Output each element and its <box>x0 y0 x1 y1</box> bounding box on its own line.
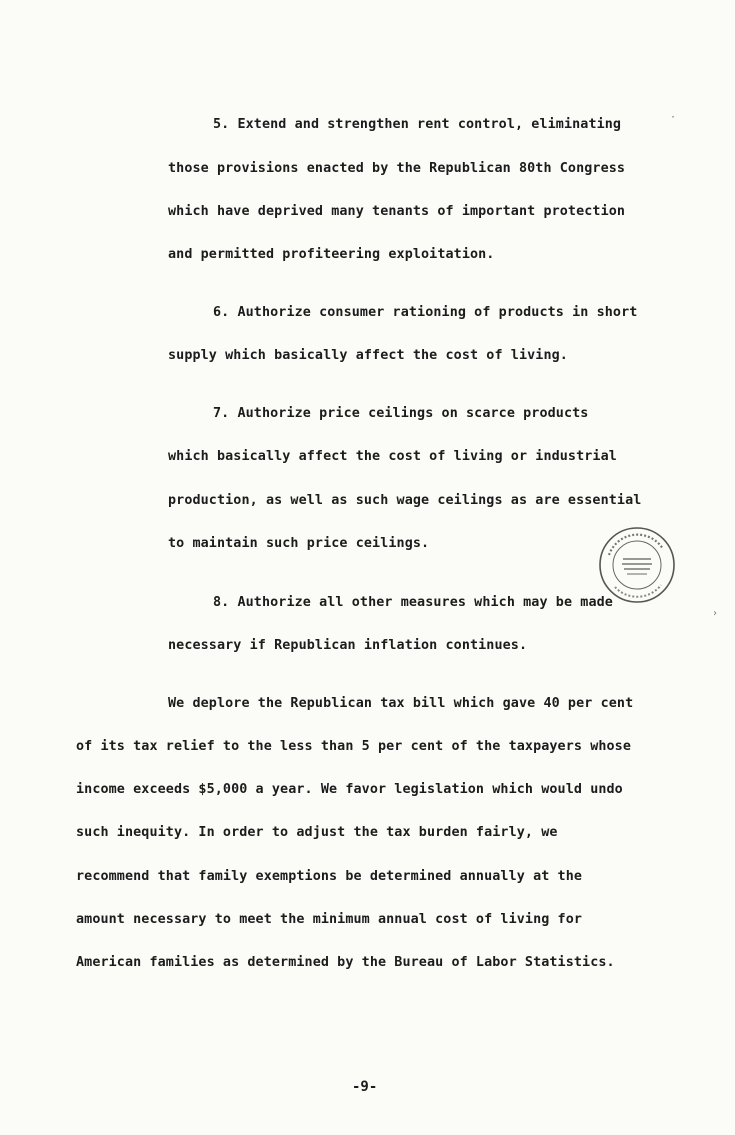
item-6-line-1: 6. Authorize consumer rationing of products in short <box>213 305 638 320</box>
tax-paragraph-line-2: of its tax relief to the less than 5 per cent of the taxpayers whose <box>76 739 632 754</box>
item-7-line-1: 7. Authorize price ceilings on scarce products <box>213 406 589 421</box>
scan-speck: · <box>670 112 677 123</box>
item-6-line-2: supply which basically affect the cost of living. <box>168 348 568 363</box>
tax-paragraph-line-5: recommend that family exemptions be determined annually at the <box>76 869 583 884</box>
item-7-line-3: production, as well as such wage ceilings as are essential <box>168 493 642 508</box>
scan-speck: › <box>712 608 719 619</box>
tax-paragraph-line-6: amount necessary to meet the minimum annual cost of living for <box>76 912 583 927</box>
tax-paragraph-line-7: American families as determined by the Bureau of Labor Statistics. <box>76 955 615 970</box>
item-5-line-3: which have deprived many tenants of important protection <box>168 204 626 219</box>
tax-paragraph-line-1: We deplore the Republican tax bill which gave 40 per cent <box>168 696 634 711</box>
item-8-line-2: necessary if Republican inflation continues. <box>168 638 528 653</box>
item-5-line-2: those provisions enacted by the Republican 80th Congress <box>168 161 626 176</box>
library-stamp-icon <box>597 525 677 605</box>
item-8-line-1: 8. Authorize all other measures which may be made <box>213 595 613 610</box>
item-7-line-2: which basically affect the cost of living or industrial <box>168 449 617 464</box>
item-7-line-4: to maintain such price ceilings. <box>168 536 430 551</box>
item-5-line-4: and permitted profiteering exploitation. <box>168 247 495 262</box>
page-number: -9- <box>352 1079 378 1095</box>
tax-paragraph-line-4: such inequity. In order to adjust the tax burden fairly, we <box>76 825 558 840</box>
item-5-line-1: 5. Extend and strengthen rent control, eliminating <box>213 117 622 132</box>
tax-paragraph-line-3: income exceeds $5,000 a year. We favor legislation which would undo <box>76 782 623 797</box>
